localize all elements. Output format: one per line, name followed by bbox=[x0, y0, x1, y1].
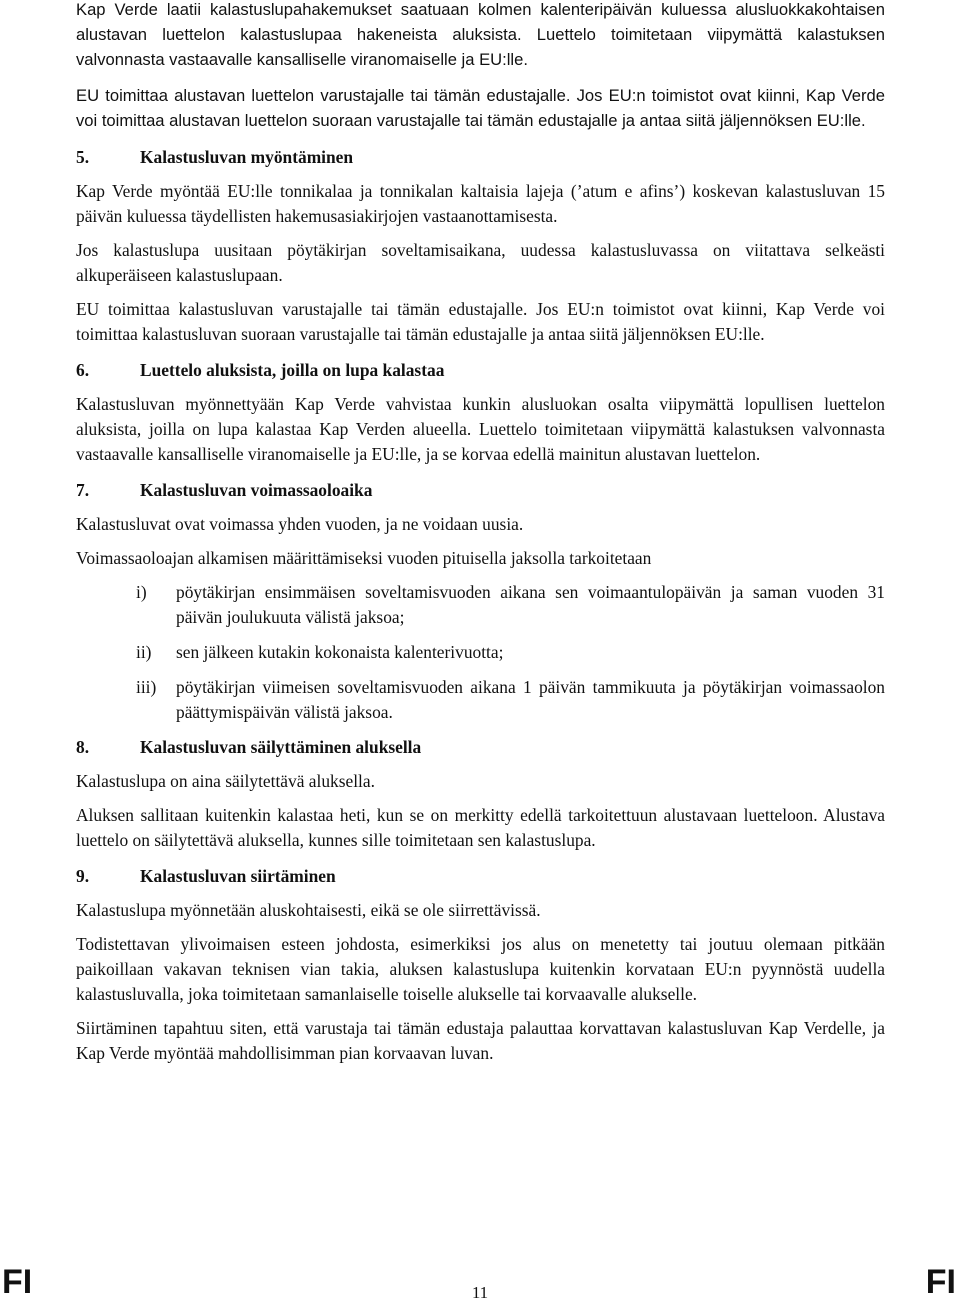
section-title: Kalastusluvan siirtäminen bbox=[140, 866, 336, 886]
section-number: 6. bbox=[76, 360, 90, 380]
section-number: 8. bbox=[76, 737, 90, 757]
paragraph: Kalastusluvat ovat voimassa yhden vuoden, ja ne voidaan uusia. bbox=[76, 514, 524, 534]
list-item bbox=[76, 580, 885, 630]
paragraph: Kalastuslupa myönnetään aluskohtaisesti, eikä se ole siirrettävissä. bbox=[76, 900, 541, 920]
list-marker: iii) bbox=[136, 677, 157, 697]
section-9-heading bbox=[76, 864, 885, 889]
paragraph: EU toimittaa kalastusluvan varustajalle tai tämän edustajalle. Jos EU:n toimistot ovat kiinni, Kap Verde voi toimittaa kalastusluvan suoraan varustajalle tai tämän edustajalle ja antaa siitä jäljennöksen EU:lle. bbox=[76, 299, 885, 344]
list-item bbox=[76, 675, 885, 725]
list-marker: ii) bbox=[136, 642, 152, 662]
section-7-heading bbox=[76, 478, 885, 503]
footer-language-code-left: FI bbox=[2, 1263, 33, 1301]
list-marker: i) bbox=[136, 582, 147, 602]
document-page bbox=[76, 0, 885, 1066]
section-6-heading bbox=[76, 358, 885, 383]
paragraph: Voimassaoloajan alkamisen määrittämiseksi vuoden pituisella jaksolla tarkoitetaan bbox=[76, 548, 652, 568]
list-item-text: pöytäkirjan viimeisen soveltamisvuoden aikana 1 päivän tammikuuta ja pöytäkirjan voimassaolon päättymispäivän välistä jaksoa. bbox=[176, 677, 885, 722]
list-item bbox=[76, 640, 885, 665]
list-item-text: pöytäkirjan ensimmäisen soveltamisvuoden aikana sen voimaantulopäivän ja saman vuoden 31 päivän joulukuuta välistä jaksoa; bbox=[176, 582, 885, 627]
period-list bbox=[76, 580, 885, 725]
section-title: Luettelo aluksista, joilla on lupa kalastaa bbox=[140, 360, 445, 380]
section-8-heading bbox=[76, 735, 885, 760]
paragraph: Jos kalastuslupa uusitaan pöytäkirjan soveltamisaikana, uudessa kalastusluvassa on viitattava selkeästi alkuperäiseen kalastuslupaan. bbox=[76, 240, 885, 285]
section-title: Kalastusluvan voimassaoloaika bbox=[140, 480, 373, 500]
paragraph-list-delivery: EU toimittaa alustavan luettelon varustajalle tai tämän edustajalle. Jos EU:n toimistot ovat kiinni, Kap Verde voi toimittaa alustavan luettelon suoraan varustajalle tai tämän edustajalle ja antaa siitä jäljennöksen EU:lle. bbox=[76, 86, 885, 130]
section-number: 7. bbox=[76, 480, 90, 500]
page-number: 11 bbox=[471, 1283, 489, 1302]
section-title: Kalastusluvan myöntäminen bbox=[140, 147, 354, 167]
paragraph: Todistettavan ylivoimaisen esteen johdosta, esimerkiksi jos alus on menetetty tai joutuu olemaan pitkään paikoillaan vakavan teknisen vian takia, aluksen kalastuslupa kuitenkin korvataan EU:n pyynnöstä uudella kalastusluvalla, joka toimitetaan samanlaiselle toiselle alukselle tai korvaavalle alukselle. bbox=[76, 934, 885, 1004]
section-number: 9. bbox=[76, 866, 90, 886]
section-title: Kalastusluvan säilyttäminen aluksella bbox=[140, 737, 422, 757]
section-5-heading bbox=[76, 145, 885, 170]
footer-language-code-right: FI bbox=[925, 1263, 956, 1301]
paragraph: Kap Verde myöntää EU:lle tonnikalaa ja tonnikalan kaltaisia lajeja (’atum e afins’) koskevan kalastusluvan 15 päivän kuluessa täydellisten hakemusasiakirjojen vastaanottamisesta. bbox=[76, 181, 885, 226]
list-item-text: sen jälkeen kutakin kokonaista kalenterivuotta; bbox=[176, 642, 504, 662]
paragraph: Aluksen sallitaan kuitenkin kalastaa heti, kun se on merkitty edellä tarkoitettuun alustavaan luetteloon. Alustava luettelo on säilytettävä aluksella, kunnes sille toimitetaan sen kalastuslupa. bbox=[76, 805, 885, 850]
paragraph-preliminary-list: Kap Verde laatii kalastuslupahakemukset saatuaan kolmen kalenteripäivän kuluessa alusluokkakohtaisen alustavan luettelon kalastuslupaa hakeneista aluksista. Luettelo toimitetaan viipymättä kalastuksen valvonnasta vastaavalle kansalliselle viranomaiselle ja EU:lle. bbox=[76, 0, 885, 69]
paragraph: Kalastusluvan myönnettyään Kap Verde vahvistaa kunkin alusluokan osalta viipymättä lopullisen luettelon aluksista, joilla on lupa kalastaa Kap Verden alueella. Luettelo toimitetaan viipymättä kalastuksen valvonnasta vastaavalle kansalliselle viranomaiselle ja EU:lle, ja se korvaa edellä mainitun alustavan luettelon. bbox=[76, 394, 885, 464]
paragraph: Kalastuslupa on aina säilytettävä aluksella. bbox=[76, 771, 375, 791]
section-number: 5. bbox=[76, 147, 90, 167]
paragraph: Siirtäminen tapahtuu siten, että varustaja tai tämän edustaja palauttaa korvattavan kalastusluvan Kap Verdelle, ja Kap Verde myöntää mahdollisimman pian korvaavan luvan. bbox=[76, 1018, 885, 1063]
